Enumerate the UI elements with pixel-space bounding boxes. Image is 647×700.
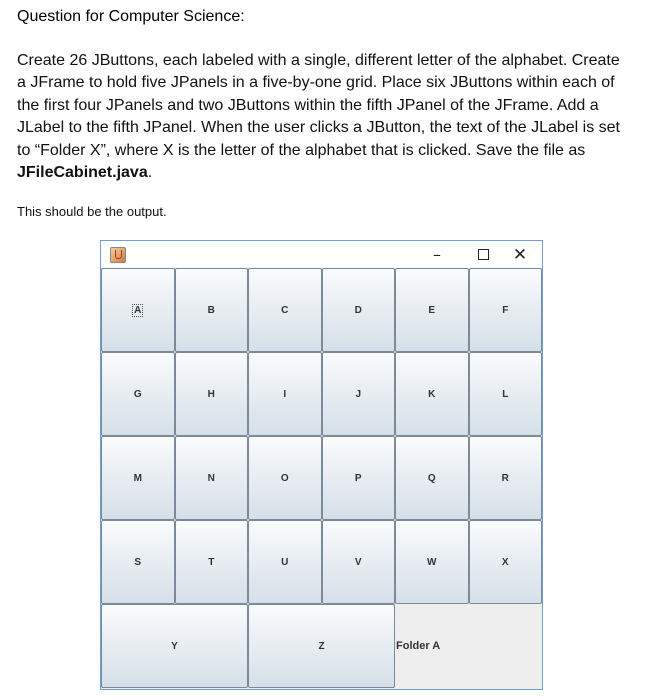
letter-button[interactable]: L (469, 352, 543, 436)
letter-button[interactable]: Y (101, 604, 248, 688)
output-note: This should be the output. (17, 204, 167, 219)
question-text: Create 26 JButtons, each labeled with a single, different letter of the alphabet. Create a JFrame to hold five JPanels in a five-by-one grid. Place six JButtons within each of the first four JPanels and two JButtons within the fifth JPanel of the JFrame. Add a JLabel to the fifth JPanel. When the user clicks a JButton, the text of the JLabel is set to “Folder X”, where X is the letter of the alphabet that is clicked. Save the file as (17, 52, 620, 159)
folder-label: Folder A (395, 604, 542, 688)
letter-button[interactable]: P (322, 436, 396, 520)
minimize-icon: – (433, 245, 441, 264)
jframe-window (100, 240, 543, 690)
java-app-icon (110, 247, 126, 263)
letter-button[interactable]: X (469, 520, 543, 604)
panel-1 (101, 268, 542, 352)
letter-button[interactable]: Z (248, 604, 395, 688)
panel-4 (101, 520, 542, 604)
letter-button[interactable]: B (175, 268, 249, 352)
letter-button[interactable]: G (101, 352, 175, 436)
letter-button[interactable]: J (322, 352, 396, 436)
letter-button[interactable]: E (395, 268, 469, 352)
letter-button[interactable]: T (175, 520, 249, 604)
letter-button[interactable]: N (175, 436, 249, 520)
maximize-icon (478, 249, 489, 260)
maximize-button[interactable] (463, 241, 503, 268)
letter-button[interactable]: S (101, 520, 175, 604)
content-pane (101, 268, 542, 689)
panel-2 (101, 352, 542, 436)
letter-button[interactable]: H (175, 352, 249, 436)
panel-5 (101, 604, 542, 688)
letter-button[interactable]: F (469, 268, 543, 352)
minimize-button[interactable] (417, 241, 457, 268)
letter-button[interactable]: R (469, 436, 543, 520)
letter-button[interactable]: Q (395, 436, 469, 520)
letter-button[interactable]: O (248, 436, 322, 520)
close-button[interactable] (500, 241, 540, 268)
close-icon: ✕ (512, 244, 528, 265)
letter-button[interactable]: M (101, 436, 175, 520)
letter-button[interactable]: V (322, 520, 396, 604)
letter-button[interactable]: K (395, 352, 469, 436)
letter-button[interactable]: A (101, 268, 175, 352)
paragraph-period: . (147, 164, 153, 182)
letter-button[interactable]: I (248, 352, 322, 436)
letter-button[interactable]: W (395, 520, 469, 604)
question-heading: Question for Computer Science: (17, 8, 245, 25)
question-paragraph (17, 50, 632, 184)
filename-text: JFileCabinet.java (17, 164, 148, 182)
panel-3 (101, 436, 542, 520)
letter-button[interactable]: U (248, 520, 322, 604)
letter-button[interactable]: D (322, 268, 396, 352)
letter-button[interactable]: C (248, 268, 322, 352)
title-bar (101, 241, 542, 268)
